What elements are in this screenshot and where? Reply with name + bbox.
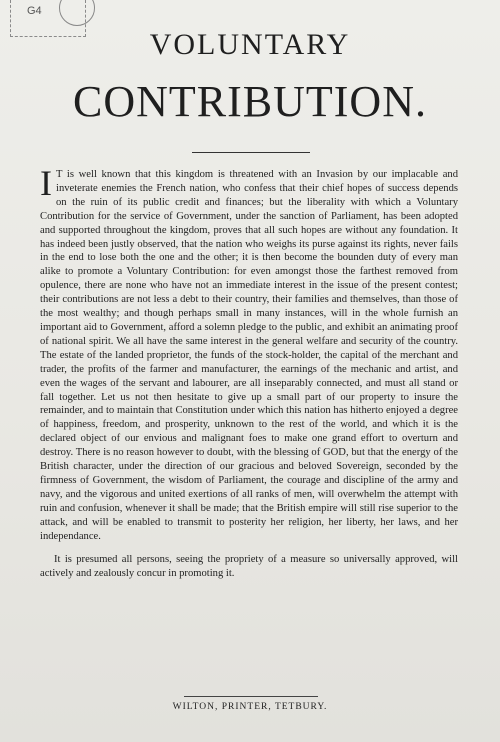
heading-voluntary: VOLUNTARY bbox=[149, 28, 351, 61]
printer-imprint: WILTON, PRINTER, TETBURY. bbox=[172, 702, 328, 712]
paragraph-closing: It is presumed all persons, seeing the propriety of a measure so universally approved, will actively and zealously concur in promoting it. bbox=[40, 554, 458, 580]
paragraph-main-text: T is well known that this kingdom is threatened with an Invasion by our implacable and inveterate enemies the French nation, who confess that their chief hopes of success depends on the ruin of its public credit and finances; but the liberality with which a Voluntary Contribution for the service of Government, under the sanction of Parliament, has been adopted and supported throughout the kingdom, proves that all such hopes are without any foundation. It has indeed been justly observed, that the nation who weighs its purse against its rights, never fails in the end to lose both the one and the other; it is then become the bounden duty of every man alike to promote a Voluntary Contribution: for even amongst those the farthest removed from opulence, there are none who have not an immediate interest in the issue of the present contest; their contributions are not less a debt to their country, their families and themselves, than those of the most wealthy; and though perhaps small in many instances, will in the whole furnish an important aid to Government, afford a solemn pledge to the public, and exhibit an animating proof of national spirit. We all have the same interest in the general welfare and security of the country. The estate of the landed proprietor, the funds of the stock-holder, the capital of the merchant and trader, the profits of the farmer and manufacturer, the earnings of the mechanic and artist, and even the wages of the servant and labourer, are all inseparably connected, and must all stand or fall together. Let us not then hesitate to give up a small part of our property to insure the remainder, and to maintain that Constitution under which this nation has hitherto enjoyed a degree of happiness, freedom, and prosperity, unknown to the rest of the world, and which it is the declared object of our envious and malignant foes to make one grand effort to overturn and destroy. There is no reason however to doubt, with the blessing of GOD, but that the energy of the British character, under the direction of our gracious and beloved Sovereign, seconded by the firmness of Government, the wisdom of Parliament, the courage and discipline of the army and navy, and the vigorous and united exertions of all ranks of men, will overwhelm the attempt with ruin and confusion, whenever it shall be made; that the British empire will still rise superior to the attack, and will be enabled to transmit to posterity her religion, her liberty, her laws, and her independance. bbox=[40, 169, 458, 542]
footer-rule bbox=[184, 696, 318, 697]
heading-contribution: CONTRIBUTION. bbox=[73, 77, 427, 126]
catalogue-number: G4 bbox=[27, 5, 42, 17]
drop-cap: I bbox=[40, 163, 52, 203]
proclamation-text bbox=[40, 163, 458, 581]
heading-rule bbox=[192, 152, 310, 153]
seal-mark bbox=[59, 0, 95, 26]
paragraph-main bbox=[40, 163, 458, 543]
